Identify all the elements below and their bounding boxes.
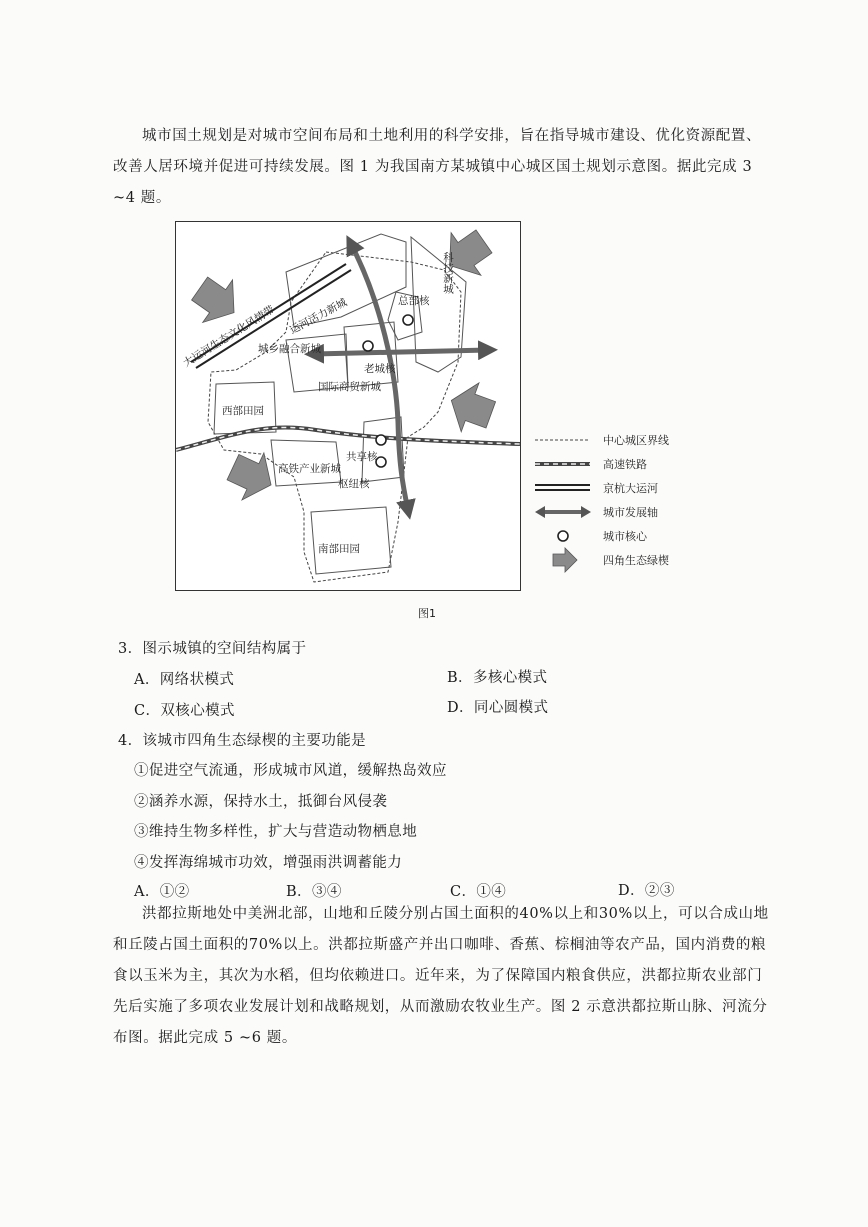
q3-option-a: A．网络状模式 [134, 672, 235, 688]
green-wedge-e [442, 376, 499, 439]
svg-text:京杭大运河: 京杭大运河 [603, 482, 658, 495]
zone-south-field [311, 507, 391, 574]
label-old-core: 老城核 [364, 363, 396, 375]
zone-canal-new-city [286, 234, 406, 327]
q3-option-d: D．同心圆模式 [447, 700, 549, 716]
legend-axis [535, 505, 658, 519]
question-3-stem: 3．图示城镇的空间结构属于 [118, 641, 307, 657]
q4-statement-3: ③维持生物多样性，扩大与营造动物栖息地 [134, 824, 418, 840]
svg-text:城市发展轴: 城市发展轴 [603, 506, 658, 519]
q4-option-d: D．②③ [618, 883, 675, 899]
label-urban-rural: 城乡融合新城 [258, 343, 321, 355]
label-canal-new-city: 运河活力新城 [287, 296, 350, 337]
label-trade-city: 国际商贸新城 [318, 381, 381, 393]
label-shared-core: 共享核 [346, 451, 378, 463]
q3-option-b: B．多核心模式 [447, 670, 548, 686]
q4-option-b: B．③④ [286, 884, 342, 900]
q4-option-a: A．①② [134, 884, 190, 900]
legend-boundary [535, 433, 669, 447]
q4-statement-4: ④发挥海绵城市功效，增强雨洪调蓄能力 [134, 855, 403, 871]
development-axis-ew [314, 350, 488, 354]
core-shared [376, 435, 386, 445]
core-hq [403, 315, 413, 325]
development-axis-ns [351, 244, 408, 510]
label-hsr-city: 高铁产业新城 [278, 463, 341, 475]
legend-railway [535, 457, 647, 471]
map-legend [535, 430, 735, 575]
label-canal-axis: 大运河生态文化风情带 [181, 303, 277, 370]
label-hq-core: 总部核 [398, 295, 430, 307]
legend-canal [535, 481, 658, 495]
q4-option-c: C．①④ [450, 884, 507, 900]
q3-option-c: C．双核心模式 [134, 703, 235, 719]
label-west-field: 西部田园 [222, 405, 264, 417]
figure-caption: 图1 [418, 607, 436, 620]
svg-text:高速铁路: 高速铁路 [603, 458, 647, 471]
planning-map [175, 221, 521, 591]
q4-statement-2: ②涵养水源，保持水土，抵御台风侵袭 [134, 794, 388, 810]
svg-text:四角生态绿楔: 四角生态绿楔 [603, 554, 669, 567]
svg-text:中心城区界线: 中心城区界线 [603, 434, 669, 447]
svg-text:城市核心: 城市核心 [603, 530, 647, 543]
q4-statement-1: ①促进空气流通，形成城市风道，缓解热岛效应 [134, 763, 447, 779]
honduras-paragraph: 洪都拉斯地处中美洲北部，山地和丘陵分别占国土面积的40%以上和30%以上，可以合成山地和丘陵占国土面积的70%以上。洪都拉斯盛产并出口咖啡、香蕉、棕榈油等农产品，国内消费的粮食以玉米为主，其次为水稻，但均依赖进口。近年来，为了保障国内粮食供应，洪都拉斯农业部门先后实施了多项农业发展计划和战略规划，从而激励农牧业生产。图 2 示意洪都拉斯山脉、河流分布图。据此完成 5 ~6 题。 [113, 906, 769, 1046]
map-drawing [176, 222, 520, 590]
legend-core [558, 529, 648, 543]
question-4-stem: 4．该城市四角生态绿楔的主要功能是 [118, 733, 367, 749]
label-tech-city: 科技新城 [442, 252, 454, 294]
intro-paragraph: 城市国土规划是对城市空间布局和土地利用的科学安排，旨在指导城市建设、优化资源配置、改善人居环境并促进可持续发展。图 1 为我国南方某城镇中心城区国土规划示意图。据此完成 3 ~4 题。 [113, 128, 762, 206]
high-speed-railway [176, 427, 520, 450]
core-old [363, 341, 373, 351]
core-hub [376, 457, 386, 467]
label-hub-core: 枢纽核 [338, 478, 370, 490]
label-south-field: 南部田园 [318, 543, 360, 555]
green-wedge-sw [222, 444, 282, 509]
legend-wedge [553, 548, 669, 572]
